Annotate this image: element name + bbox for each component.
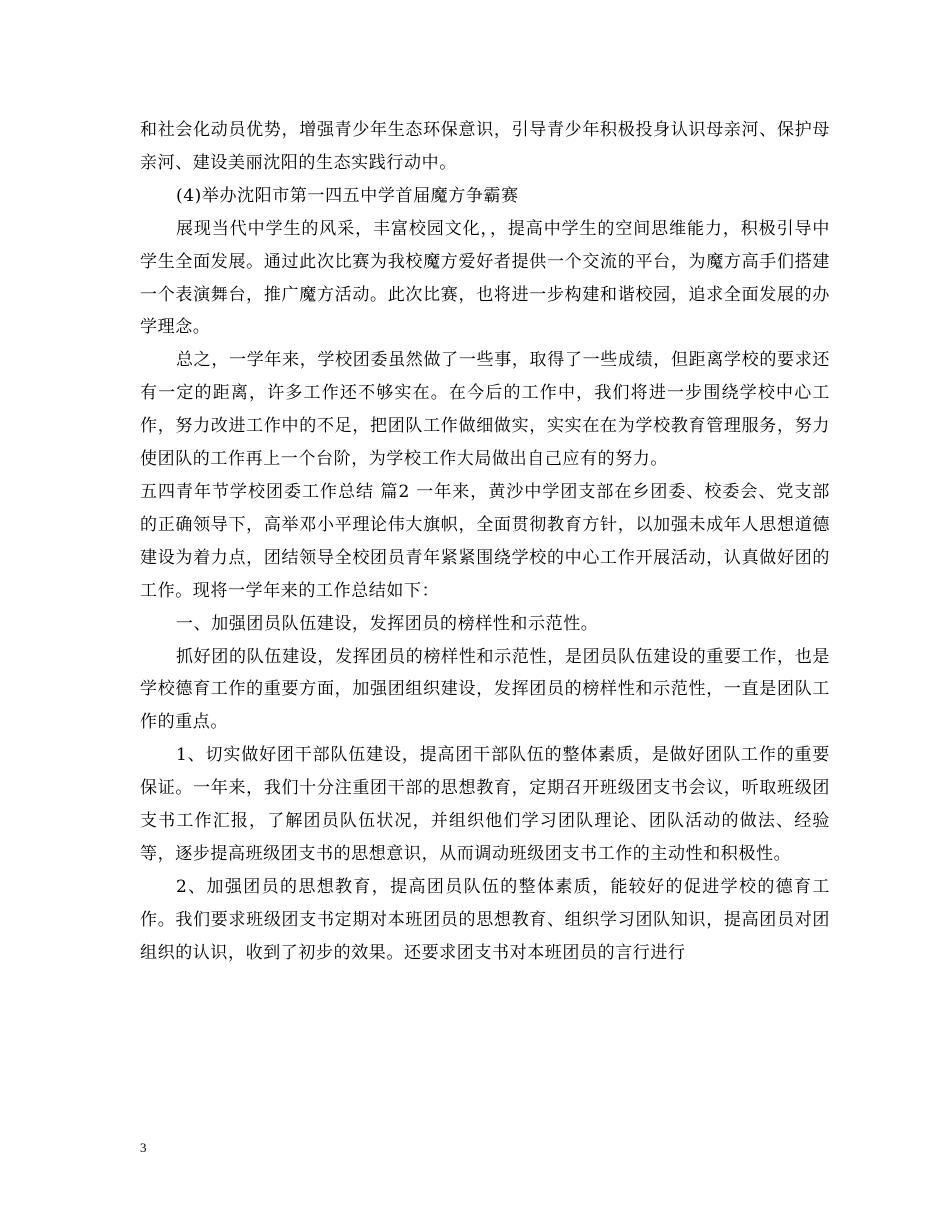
paragraph-9: 2、加强团员的思想教育，提高团员队伍的整体素质，能较好的促进学校的德育工作。我们要求班级团支书定期对本班团员的思想教育、组织学习团队知识，提高团员对团组织的认识，收到了初步的效果。还要求团支书对本班团员的言行进行	[140, 876, 830, 963]
paragraph-7: 抓好团的队伍建设，发挥团员的榜样性和示范性，是团员队伍建设的重要工作，也是学校德育工作的重要方面，加强团组织建设，发挥团员的榜样性和示范性，一直是团队工作的重点。	[140, 646, 830, 733]
paragraph-1: 和社会化动员优势，增强青少年生态环保意识，引导青少年积极投身认识母亲河、保护母亲河、建设美丽沈阳的生态实践行动中。	[140, 120, 830, 173]
paragraph-6: 一、加强团员队伍建设，发挥团员的榜样性和示范性。	[176, 613, 599, 634]
paragraph-4: 总之，一学年来，学校团委虽然做了一些事，取得了一些成绩，但距离学校的要求还有一定的距离，许多工作还不够实在。在今后的工作中，我们将进一步围绕学校中心工作，努力改进工作中的不足，把团队工作做细做实，实实在在为学校教育管理服务，努力使团队的工作再上一个台阶，为学校工作大局做出自己应有的努力。	[140, 350, 830, 470]
paragraph-5: 五四青年节学校团委工作总结 篇2 一年来，黄沙中学团支部在乡团委、校委会、党支部的正确领导下，高举邓小平理论伟大旗帜，全面贯彻教育方针，以加强未成年人思想道德建设为着力点，团结领导全校团员青年紧紧围绕学校的中心工作开展活动，认真做好团的工作。现将一学年来的工作总结如下：	[140, 481, 830, 601]
paragraph-8: 1、切实做好团干部队伍建设，提高团干部队伍的整体素质，是做好团队工作的重要保证。一年来，我们十分注重团干部的思想教育，定期召开班级团支书会议，听取班级团支书工作汇报，了解团员队伍状况，并组织他们学习团队理论、团队活动的做法、经验等，逐步提高班级团支书的思想意识，从而调动班级团支书工作的主动性和积极性。	[140, 745, 830, 864]
paragraph-2: (4)举办沈阳市第一四五中学首届魔方争霸赛	[176, 185, 519, 206]
page-number: 3	[140, 1140, 147, 1155]
document-body	[140, 114, 830, 970]
paragraph-3: 展现当代中学生的风采，丰富校园文化，，提高中学生的空间思维能力，积极引导中学生全面发展。通过此次比赛为我校魔方爱好者提供一个交流的平台，为魔方高手们搭建一个表演舞台，推广魔方活动。此次比赛，也将进一步构建和谐校园，追求全面发展的办学理念。	[140, 218, 830, 338]
